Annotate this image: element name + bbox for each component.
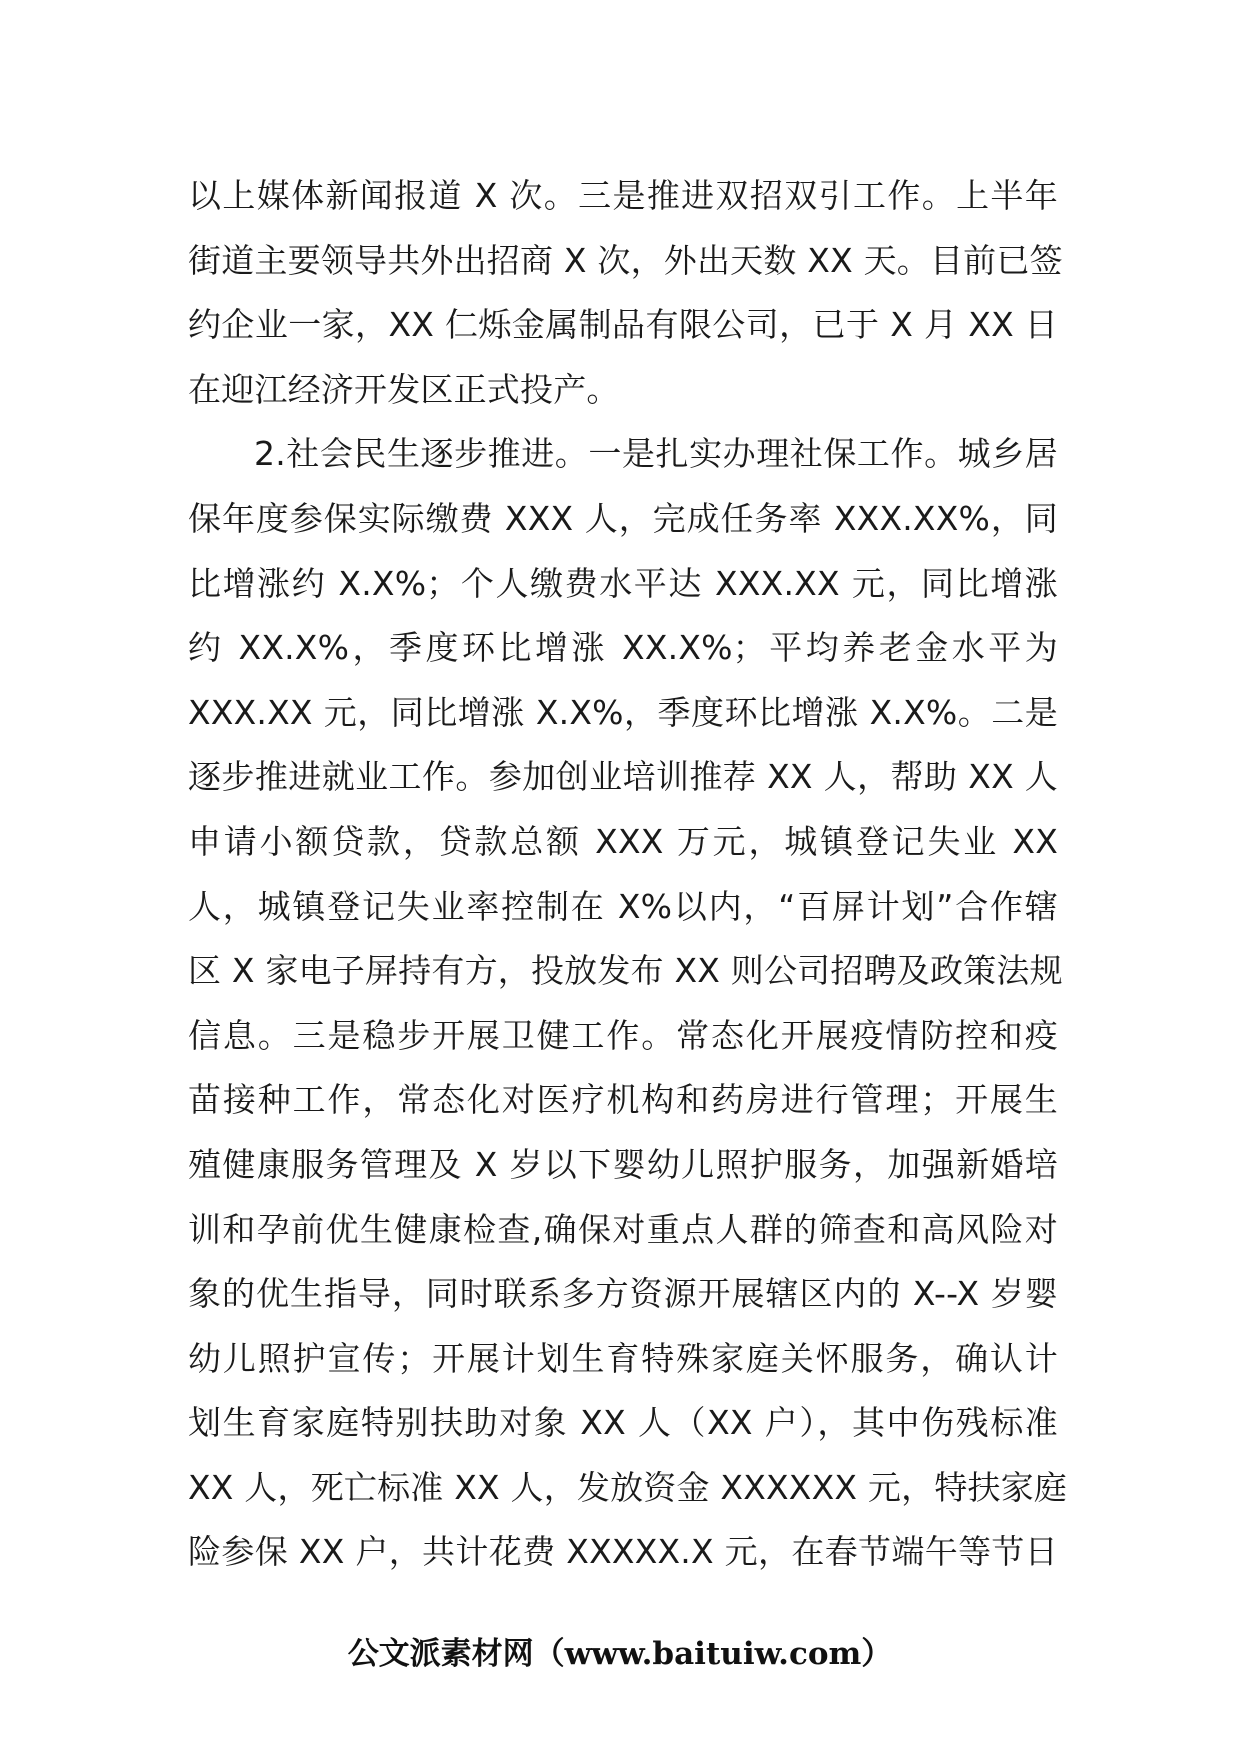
text-line: 区 X 家电子屏持有方，投放发布 XX 则公司招聘及政策法规 bbox=[188, 951, 1063, 991]
text-line: 险参保 XX 户，共计花费 XXXXX.X 元，在春节端午等节日 bbox=[188, 1532, 1058, 1572]
text-line: 约 XX.X%，季度环比增涨 XX.X%；平均养老金水平为 bbox=[188, 628, 1058, 668]
section-heading-line: 2.社会民生逐步推进。一是扎实办理社保工作。城乡居 bbox=[254, 434, 1058, 474]
text-line: 逐步推进就业工作。参加创业培训推荐 XX 人，帮助 XX 人 bbox=[188, 757, 1058, 797]
text-line: 殖健康服务管理及 X 岁以下婴幼儿照护服务，加强新婚培 bbox=[188, 1144, 1058, 1184]
text-line: 约企业一家，XX 仁烁金属制品有限公司，已于 X 月 XX 日 bbox=[188, 305, 1058, 345]
body-text bbox=[188, 164, 1068, 1585]
page-footer-watermark: 公文派素材网（www.baituiw.com） bbox=[347, 1636, 893, 1672]
text-line: 苗接种工作，常态化对医疗机构和药房进行管理；开展生 bbox=[188, 1080, 1058, 1120]
text-line: 以上媒体新闻报道 X 次。三是推进双招双引工作。上半年 bbox=[188, 176, 1058, 215]
text-line: 比增涨约 X.X%；个人缴费水平达 XXX.XX 元，同比增涨 bbox=[188, 563, 1058, 603]
text-line: 训和孕前优生健康检查,确保对重点人群的筛查和高风险对 bbox=[188, 1209, 1058, 1249]
paragraph-end-line: 在迎江经济开发区正式投产。 bbox=[188, 369, 620, 409]
text-line: 保年度参保实际缴费 XXX 人，完成任务率 XXX.XX%，同 bbox=[188, 498, 1058, 538]
text-line: 幼儿照护宣传；开展计划生育特殊家庭关怀服务，确认计 bbox=[188, 1338, 1058, 1378]
text-line: 申请小额贷款，贷款总额 XXX 万元，城镇登记失业 XX bbox=[188, 821, 1058, 861]
text-line: XX 人，死亡标准 XX 人，发放资金 XXXXXX 元，特扶家庭 bbox=[188, 1467, 1068, 1507]
text-line: 象的优生指导，同时联系多方资源开展辖区内的 X--X 岁婴 bbox=[188, 1274, 1058, 1314]
text-line: 划生育家庭特别扶助对象 XX 人（XX 户），其中伤残标准 bbox=[188, 1403, 1058, 1443]
text-line: XXX.XX 元，同比增涨 X.X%，季度环比增涨 X.X%。二是 bbox=[188, 692, 1058, 732]
text-line: 街道主要领导共外出招商 X 次，外出天数 XX 天。目前已签 bbox=[188, 240, 1063, 280]
text-line: 信息。三是稳步开展卫健工作。常态化开展疫情防控和疫 bbox=[188, 1015, 1058, 1055]
text-line: 人，城镇登记失业率控制在 X%以内，“百屏计划”合作辖 bbox=[188, 886, 1058, 926]
